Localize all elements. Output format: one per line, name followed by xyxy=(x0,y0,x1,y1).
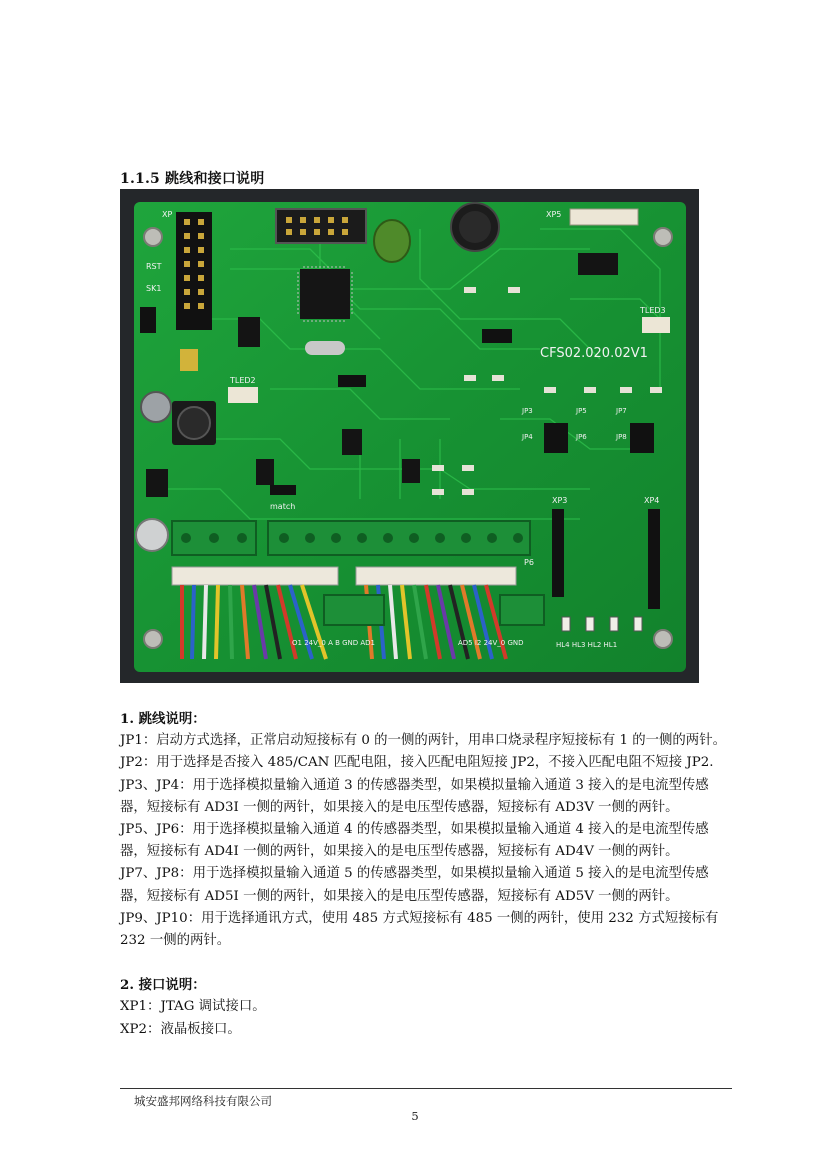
interface-heading: 2. 接口说明： xyxy=(120,977,206,994)
jumper-jp7-jp8: JP7、JP8：用于选择模拟量输入通道 5 的传感器类型，如果模拟量输入通道 5 接入的是电流型传感器，短接标有 AD5I 一侧的两针，如果接入的是电压型传感器，短接标有 AD5V 一侧的两针。 xyxy=(120,866,709,904)
footer-divider xyxy=(120,1088,732,1089)
jumper-heading: 1. 跳线说明： xyxy=(120,711,206,727)
page-number: 5 xyxy=(411,1109,419,1123)
label-leds: HL4 HL3 HL2 HL1 xyxy=(556,641,618,649)
label-tled3: TLED3 xyxy=(640,306,666,315)
label-jp4: JP4 xyxy=(522,433,533,441)
interface-xp2: XP2：液晶板接口。 xyxy=(120,1021,241,1037)
label-tled2: TLED2 xyxy=(230,376,256,385)
label-bottom-left: O1 24V_0 A B GND AD1 xyxy=(292,639,376,647)
label-xp3: XP3 xyxy=(552,496,568,505)
jumper-jp2: JP2：用于选择是否接入 485/CAN 匹配电阻，接入匹配电阻短接 JP2，不接入匹配电阻不短接 JP2. xyxy=(120,755,714,771)
xp3-header xyxy=(552,509,564,597)
label-board-model: CFS02.020.02V1 xyxy=(540,346,648,361)
label-rst: RST xyxy=(146,262,162,271)
jumper-jp9-jp10: JP9、JP10：用于选择通讯方式，使用 485 方式短接标有 485 一侧的两针，使用 232 方式短接标有 232 一侧的两针。 xyxy=(120,910,719,949)
jumper-jp1: JP1：启动方式选择，正常启动短接标有 0 的一侧的两针，用串口烧录程序短接标有 1 的一侧的两针。 xyxy=(120,733,726,749)
label-xp5: XP5 xyxy=(546,210,562,219)
document-body xyxy=(120,708,730,1041)
label-jp8: JP8 xyxy=(616,433,627,441)
xp2-header xyxy=(276,209,366,243)
label-jp3: JP3 xyxy=(522,407,533,415)
label-xp4: XP4 xyxy=(644,496,660,505)
interface-xp1: XP1：JTAG 调试接口。 xyxy=(120,999,266,1015)
label-bottom-right: AD5 I2 24V_0 GND xyxy=(458,639,524,647)
section-title: 1.1.5 跳线和接口说明 xyxy=(120,171,265,187)
label-sk1: SK1 xyxy=(146,284,162,293)
xp5-connector xyxy=(570,209,638,225)
label-jp7: JP7 xyxy=(616,407,627,415)
footer-company: 城安盛邦网络科技有限公司 xyxy=(134,1094,272,1108)
label-p6: P6 xyxy=(524,558,534,567)
label-xp: XP xyxy=(162,210,173,219)
pcb-photo xyxy=(120,189,699,683)
xp4-header xyxy=(648,509,660,609)
jumper-jp3-jp4: JP3、JP4：用于选择模拟量输入通道 3 的传感器类型，如果模拟量输入通道 3 接入的是电流型传感器，短接标有 AD3I 一侧的两针，如果接入的是电压型传感器，短接标有 AD3V 一侧的两针。 xyxy=(120,777,709,815)
label-jp6: JP6 xyxy=(576,433,587,441)
jumper-jp5-jp6: JP5、JP6：用于选择模拟量输入通道 4 的传感器类型，如果模拟量输入通道 4 接入的是电流型传感器，短接标有 AD4I 一侧的两针，如果接入的是电压型传感器，短接标有 AD4V 一侧的两针。 xyxy=(120,822,709,860)
label-match: match xyxy=(270,502,296,511)
mcu-chip xyxy=(300,269,350,319)
xp1-header xyxy=(176,212,212,330)
label-jp5: JP5 xyxy=(576,407,587,415)
